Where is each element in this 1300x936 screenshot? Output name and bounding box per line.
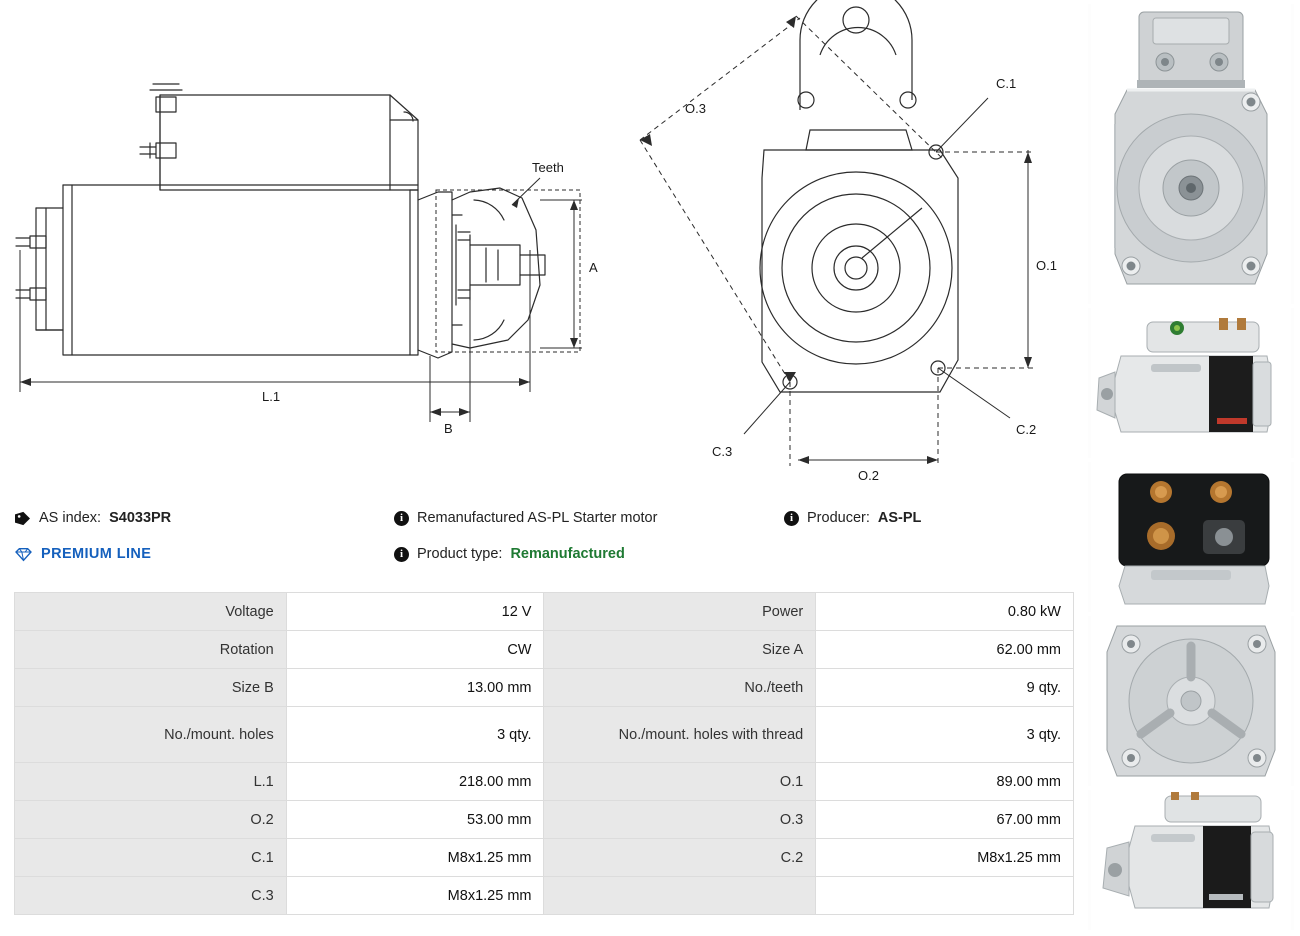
table-row <box>15 669 1074 707</box>
table-row <box>15 877 1074 915</box>
spec-value: M8x1.25 mm <box>286 877 544 915</box>
dimension-a-label: A <box>589 260 598 275</box>
product-info-block <box>14 500 1074 588</box>
spec-value: 53.00 mm <box>286 801 544 839</box>
table-row <box>15 593 1074 631</box>
spec-label-empty <box>544 877 816 915</box>
table-row <box>15 631 1074 669</box>
producer-label: Producer: <box>807 510 870 526</box>
spec-label: L.1 <box>15 763 287 801</box>
spec-label: No./mount. holes with thread <box>544 707 816 763</box>
dimension-l1-label: L.1 <box>262 389 281 404</box>
spec-value: 89.00 mm <box>816 763 1074 801</box>
spec-label: O.3 <box>544 801 816 839</box>
spec-label: No./mount. holes <box>15 707 287 763</box>
dimension-b-label: B <box>444 421 453 436</box>
photo-starter-rear-cover[interactable] <box>1088 616 1294 786</box>
starter-rear-cover-image <box>1088 616 1294 786</box>
spec-label: O.1 <box>544 763 816 801</box>
starter-side-view-image <box>1088 308 1294 458</box>
spec-label: Size B <box>15 669 287 707</box>
description-text: Remanufactured AS-PL Starter motor <box>417 510 658 526</box>
spec-value: 0.80 kW <box>816 593 1074 631</box>
diamond-icon <box>14 547 33 562</box>
callout-c3-label: C.3 <box>712 444 733 459</box>
premium-line-cell <box>14 546 394 562</box>
spec-label: C.2 <box>544 839 816 877</box>
spec-value: CW <box>286 631 544 669</box>
product-type-label: Product type: <box>417 546 503 562</box>
photo-starter-angled-view[interactable] <box>1088 790 1294 930</box>
info-row-1 <box>14 500 1074 536</box>
spec-value: 9 qty. <box>816 669 1074 707</box>
starter-angled-view-image <box>1088 790 1294 930</box>
photo-starter-side-view[interactable] <box>1088 308 1294 458</box>
specifications-table <box>14 592 1074 915</box>
callout-c2-label: C.2 <box>1016 422 1037 437</box>
as-index-label: AS index: <box>39 510 102 526</box>
spec-label: C.1 <box>15 839 287 877</box>
spec-value: 67.00 mm <box>816 801 1074 839</box>
as-index-value: S4033PR <box>109 510 172 526</box>
info-icon: i <box>784 511 799 526</box>
dimension-o1-label: O.1 <box>1036 258 1057 273</box>
product-photo-strip <box>1088 0 1300 936</box>
spec-value: 3 qty. <box>816 707 1074 763</box>
spec-label: Size A <box>544 631 816 669</box>
producer-cell <box>784 510 1074 526</box>
spec-value: 13.00 mm <box>286 669 544 707</box>
table-row <box>15 839 1074 877</box>
tag-icon <box>14 511 31 526</box>
spec-label: No./teeth <box>544 669 816 707</box>
table-row <box>15 763 1074 801</box>
spec-label: O.2 <box>15 801 287 839</box>
technical-drawing <box>0 0 1080 490</box>
spec-value: 12 V <box>286 593 544 631</box>
spec-label: C.3 <box>15 877 287 915</box>
table-row <box>15 801 1074 839</box>
spec-value: 3 qty. <box>286 707 544 763</box>
description-cell <box>394 510 784 526</box>
info-row-2 <box>14 536 1074 572</box>
callout-c1-label: C.1 <box>996 76 1017 91</box>
starter-front-flange-image <box>1088 4 1294 304</box>
dimension-o3-label: O.3 <box>685 101 706 116</box>
spec-label: Power <box>544 593 816 631</box>
photo-starter-front-flange[interactable] <box>1088 4 1294 304</box>
product-type-cell <box>394 546 784 562</box>
info-icon: i <box>394 511 409 526</box>
product-type-value: Remanufactured <box>510 546 625 562</box>
spec-label: Voltage <box>15 593 287 631</box>
spec-value: M8x1.25 mm <box>816 839 1074 877</box>
info-icon: i <box>394 547 409 562</box>
spec-value: 62.00 mm <box>816 631 1074 669</box>
spec-value-empty <box>816 877 1074 915</box>
teeth-label: Teeth <box>532 160 564 175</box>
premium-line-label: PREMIUM LINE <box>41 546 152 562</box>
spec-value: M8x1.25 mm <box>286 839 544 877</box>
spec-label: Rotation <box>15 631 287 669</box>
producer-value: AS-PL <box>877 510 922 526</box>
table-row <box>15 707 1074 763</box>
solenoid-terminals-image <box>1088 462 1294 612</box>
spec-value: 218.00 mm <box>286 763 544 801</box>
dimension-o2-label: O.2 <box>858 468 879 483</box>
photo-solenoid-terminals[interactable] <box>1088 462 1294 612</box>
as-index-cell <box>14 510 394 526</box>
